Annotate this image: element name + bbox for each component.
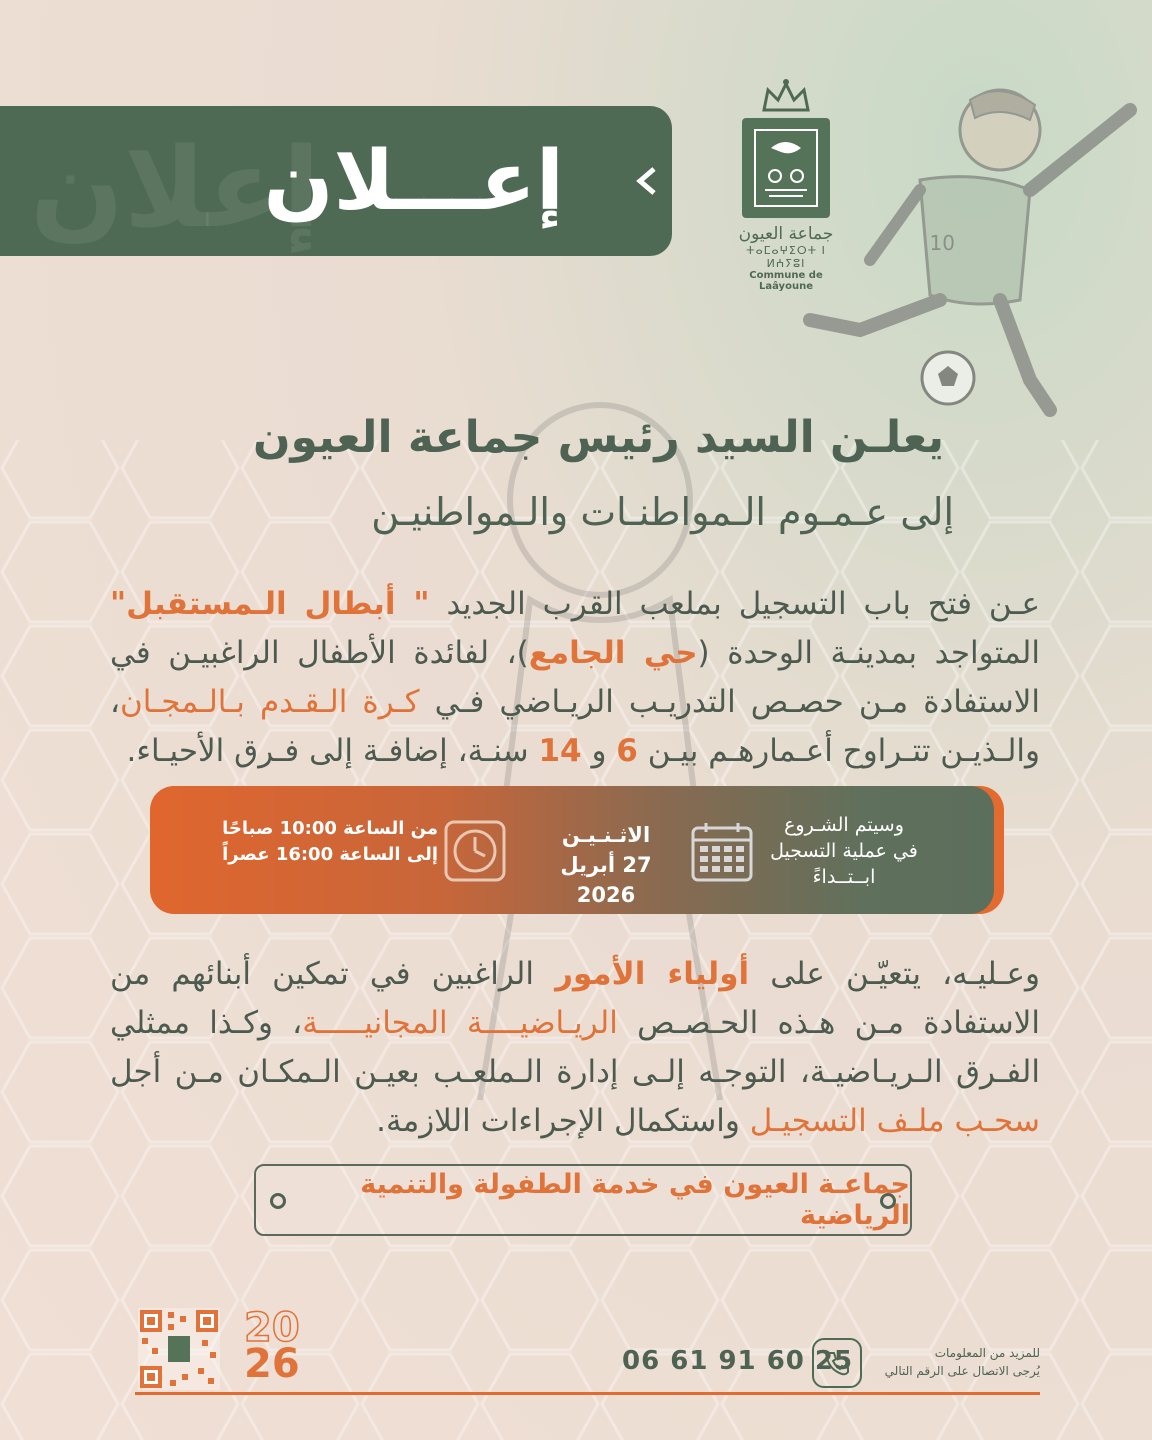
announcement-banner	[0, 106, 672, 256]
logo-name-tifinagh: ⵜⴰⵎⴰⵖⵉⵔⵜ ⵏ ⵍⵄⵢⵓⵏ	[746, 244, 826, 270]
registration-date	[536, 820, 676, 910]
intro-text: المتواجد بمدينـة الوحدة (	[697, 635, 1040, 671]
year-top: 20	[244, 1305, 300, 1351]
slogan-dot	[880, 1193, 896, 1209]
registration-day: الاثـنـيـن	[561, 823, 651, 847]
closing-text: ، وكـذا ممثلي الفـرق الـريـاضيـة، التوجـه إلـى إدارة الـملعـب بعيـن الـمكـان مـن أجل	[110, 1005, 1040, 1090]
clock-icon	[444, 820, 506, 882]
logo-name-french: Commune de Laâyoune	[749, 270, 823, 292]
registration-lead	[764, 812, 924, 890]
year-bottom: 26	[244, 1341, 300, 1387]
football-player-illustration	[780, 60, 1140, 440]
registration-date-value: 27 أبريل 2026	[560, 853, 652, 907]
registration-lead-line: ابــتــداءً	[812, 866, 876, 888]
headline: يعلـن السيد رئيس جماعة العيون	[252, 412, 944, 463]
registration-time-to: إلى الساعة 16:00 عصراً	[222, 844, 438, 865]
svg-text:10: 10	[929, 231, 955, 255]
contact-lead-line: يُرجى الاتصال على الرقم التالي	[884, 1364, 1040, 1378]
logo-name-arabic: جماعة العيون	[738, 224, 834, 244]
contact-lead-line: للمزيد من المعلومات	[934, 1346, 1040, 1360]
age-min: 6	[616, 733, 638, 769]
intro-text: و	[581, 733, 617, 769]
intro-text: سنـة، إضافـة إلى فـرق الأحيـاء.	[126, 733, 539, 769]
slogan-dot	[270, 1193, 286, 1209]
intro-paragraph	[110, 580, 1040, 776]
free-football-highlight: كـرة الـقـدم بـالـمجـان	[120, 684, 420, 720]
closing-text: وعـليـه، يتعيّـن على	[749, 956, 1041, 992]
parents-highlight: أولياء الأمور	[555, 956, 750, 992]
stadium-name: " أبطال الـمستقبل"	[110, 586, 430, 622]
slogan-box	[254, 1164, 912, 1236]
banner-title: إعـــلان	[263, 133, 564, 229]
year-mark	[244, 1305, 300, 1387]
phone-number[interactable]: 06 61 91 60 25	[622, 1346, 854, 1376]
intro-text: عـن فتح باب التسجيل بملعب القرب الجديد	[429, 586, 1040, 622]
banner-watermark: إعلان	[30, 124, 321, 252]
registration-time	[220, 816, 438, 868]
contact-lead	[880, 1344, 1040, 1380]
closing-text: واستكمال الإجراءات اللازمة.	[376, 1103, 750, 1139]
intro-text: ، والـذيـن تتـراوح أعـمارهـم بيـن	[110, 684, 1040, 769]
free-sessions-highlight: الريـاضيــــة المجانيـــــة	[302, 1005, 618, 1041]
closing-text: الراغبين في تمكين أبنائهم من الاستفادة مـن هـذه الحـصـص	[110, 956, 1040, 1041]
closing-paragraph	[110, 950, 1040, 1146]
bottom-divider	[135, 1392, 1040, 1395]
registration-box	[150, 786, 994, 914]
registration-lead-line: وسيتم الشـروع	[784, 814, 904, 836]
age-max: 14	[538, 733, 582, 769]
calendar-icon	[690, 820, 754, 882]
subline: إلى عـمـوم الـمواطنـات والـمواطنيـن	[371, 490, 954, 534]
qr-code[interactable]	[138, 1308, 220, 1390]
registration-time-from: من الساعة 10:00 صباحًا	[222, 818, 438, 839]
slogan-text: جماعـة العيون في خدمة الطفولة والتنمية الرياضية	[360, 1169, 910, 1231]
registration-file-highlight: سحـب ملـف التسجيـل	[749, 1103, 1040, 1139]
district-name: حي الجامع	[528, 635, 698, 671]
intro-text: )، لفائدة الأطفال الراغبيـن في الاستفادة مـن حصـص التدريـب الريـاضي فـي	[110, 635, 1040, 720]
chevron-left-icon	[634, 166, 660, 196]
registration-lead-line: في عملية التسجيل	[770, 840, 918, 862]
